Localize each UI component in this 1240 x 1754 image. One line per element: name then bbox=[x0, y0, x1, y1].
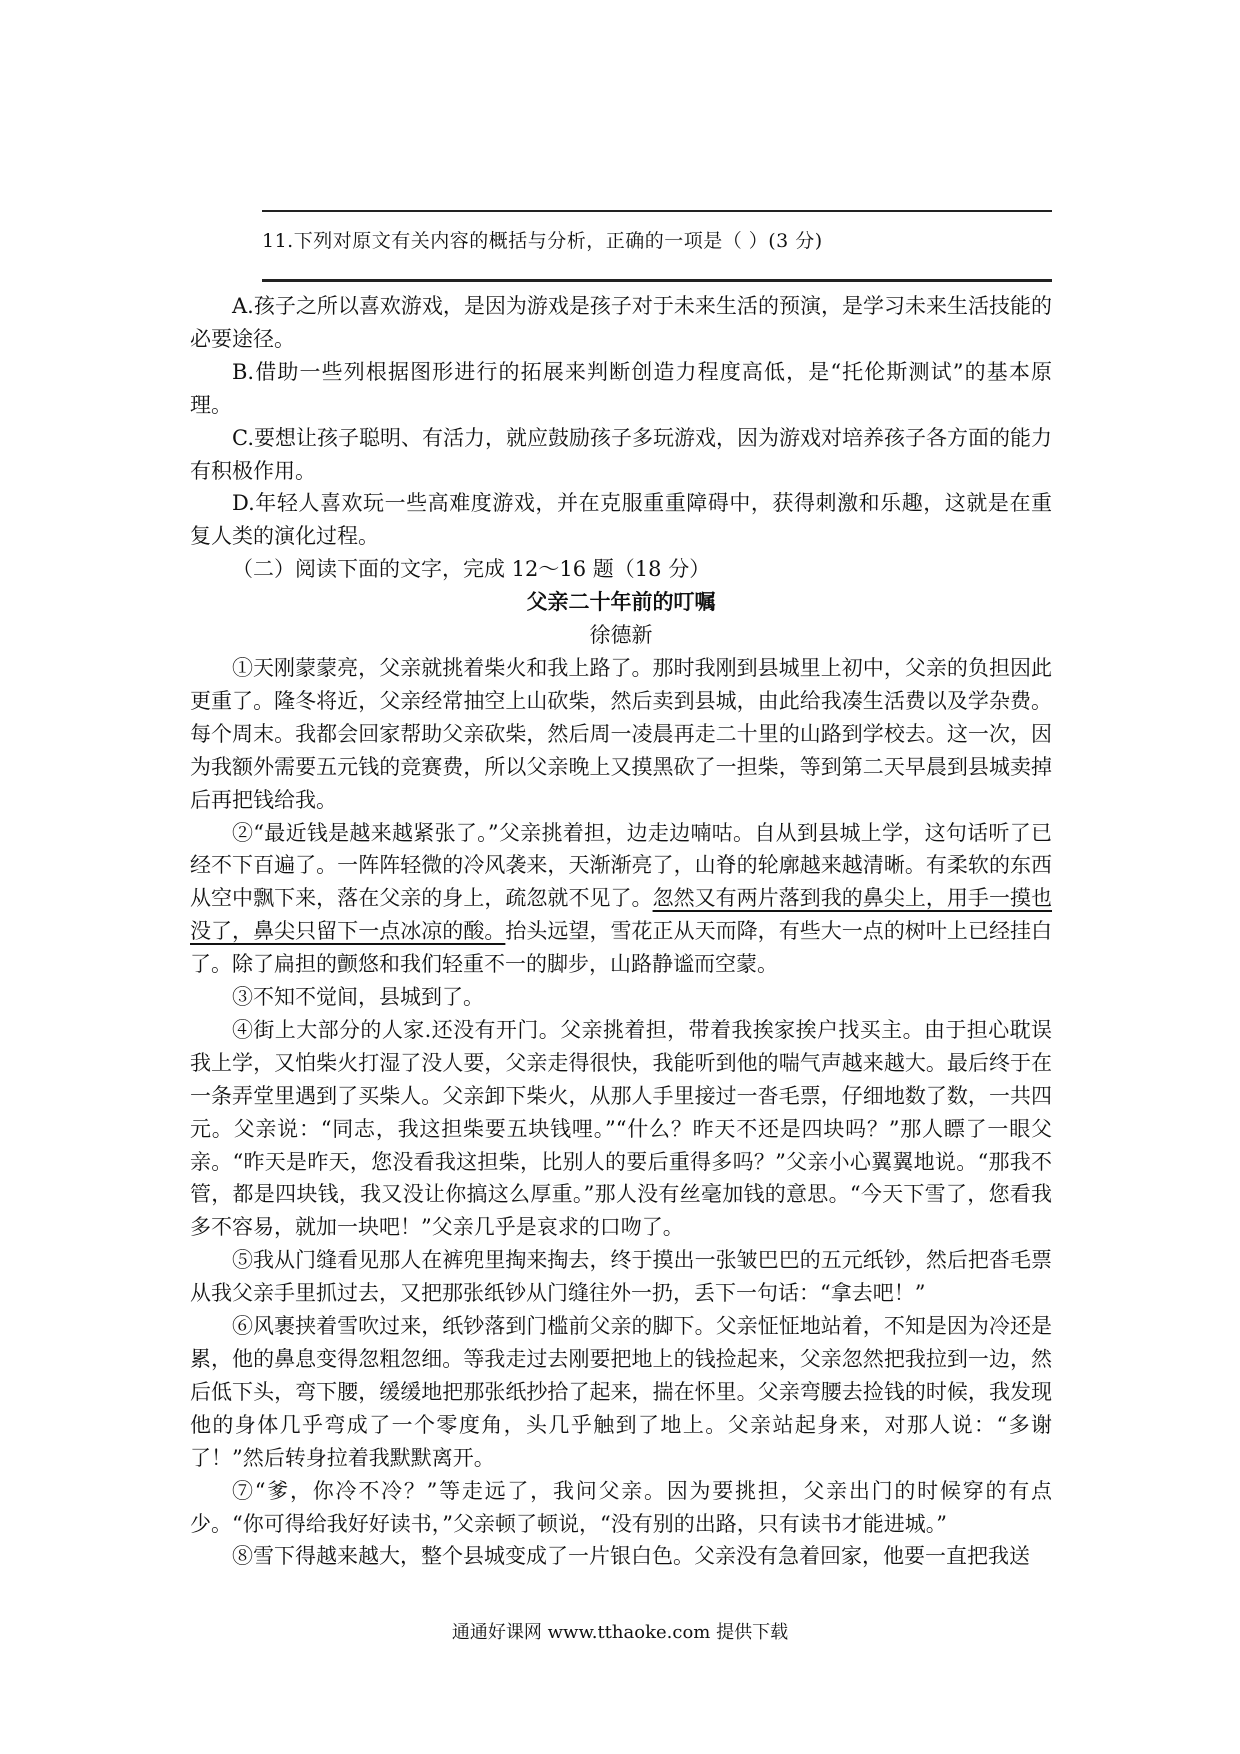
top-rule bbox=[262, 210, 1052, 212]
underlined-sentence: 忽然又有两片落到我的鼻尖上，用手一摸也没了，鼻尖只留下一点冰凉的酸。 bbox=[190, 886, 1053, 944]
main-text bbox=[190, 290, 1052, 1573]
paragraph-2-start: ②“最近钱是越来越紧张了。”父亲挑着担，边走边喃咕。自从到县城上学，这句话听了已经不下百遍了。一阵阵轻微的冷风袭来，天渐渐亮了，山脊的轮廓越来越清晰。有柔软的东西从空中飘下来，落在父亲的身上，疏忽就不见了。 bbox=[190, 820, 1052, 911]
article-author: 徐德新 bbox=[589, 623, 653, 648]
article-title: 父亲二十年前的叮嘱 bbox=[526, 590, 716, 615]
paragraph-6: ⑥风裹挟着雪吹过来，纸钞落到门槛前父亲的脚下。父亲怔怔地站着，不知是因为冷还是累，他的鼻息变得忽粗忽细。等我走过去刚要把地上的钱捡起来，父亲忽然把我拉到一边，然后低下头，弯下腰，缓缓地把那张纸抄拾了起来，揣在怀里。父亲弯腰去捡钱的时候，我发现他的身体几乎弯成了一个零度角，头几乎触到了地上。父亲站起身来，对那人说：“多谢了！”然后转身拉着我默默离开。 bbox=[190, 1314, 1052, 1470]
paragraph-1: ①天刚蒙蒙亮，父亲就挑着柴火和我上路了。那时我刚到县城里上初中，父亲的负担因此更重了。隆冬将近，父亲经常抽空上山砍柴，然后卖到县城，由此给我凑生活费以及学杂费。每个周末。我都会回家帮助父亲砍柴，然后周一凌晨再走二十里的山路到学校去。这一次，因为我额外需要五元钱的竞赛费，所以父亲晚上又摸黑砍了一担柴，等到第二天早晨到县城卖掉后再把钱给我。 bbox=[190, 655, 1052, 812]
option-a: A.孩子之所以喜欢游戏，是因为游戏是孩子对于未来生活的预演，是学习未来生活技能的必要途径。 bbox=[190, 294, 1052, 351]
option-b: B.借助一些列根据图形进行的拓展来判断创造力程度高低，是“托伦斯测试”的基本原理。 bbox=[190, 359, 1052, 417]
option-d: D.年轻人喜欢玩一些高难度游戏，并在克服重重障碍中，获得刺激和乐趣，这就是在重复人类的演化过程。 bbox=[190, 491, 1052, 549]
paragraph-2 bbox=[190, 817, 1052, 982]
paragraph-7: ⑦“爹，你冷不冷？”等走远了，我问父亲。因为要挑担，父亲出门的时候穿的有点少。“你可得给我好好读书，”父亲顿了顿说，“没有别的出路，只有读书才能进城。” bbox=[190, 1478, 1052, 1536]
option-c: C.要想让孩子聪明、有活力，就应鼓励孩子多玩游戏，因为游戏对培养孩子各方面的能力有积极作用。 bbox=[190, 425, 1052, 483]
header-separator bbox=[262, 279, 1052, 282]
paragraph-4: ④街上大部分的人家.还没有开门。父亲挑着担，带着我挨家挨户找买主。由于担心耽误我上学，又怕柴火打湿了没人要，父亲走得很快，我能听到他的喘气声越来越大。最后终于在一条弄堂里遇到了买柴人。父亲卸下柴火，从那人手里接过一沓毛票，仔细地数了数，一共四元。父亲说：“同志，我这担柴要五块钱哩。”“什么？昨天不还是四块吗？”那人瞟了一眼父亲。“昨天是昨天，您没看我这担柴，比别人的要后重得多吗？”父亲小心翼翼地说。“那我不管，都是四块钱，我又没让你搞这么厚重。”那人没有丝毫加钱的意思。“今天下雪了，您看我多不容易，就加一块吧！”父亲几乎是哀求的口吻了。 bbox=[190, 1017, 1052, 1240]
section-heading: （二）阅读下面的文字，完成 12～16 题（18 分） bbox=[232, 557, 711, 582]
paragraph-3: ③不知不觉间，县城到了。 bbox=[232, 985, 484, 1010]
page-footer: 通通好课网 www.tthaoke.com 提供下载 bbox=[451, 1622, 789, 1643]
question-11-title: 11.下列对原文有关内容的概括与分析，正确的一项是（ ）(3 分) bbox=[262, 230, 823, 252]
paragraph-5: ⑤我从门缝看见那人在裤兜里掏来掏去，终于摸出一张皱巴巴的五元纸钞，然后把沓毛票从我父亲手里抓过去，又把那张纸钞从门缝往外一扔，丢下一句话：“拿去吧！” bbox=[190, 1248, 1052, 1306]
paragraph-2-end: 抬头远望，雪花正从天而降，有些大一点的树叶上已经挂白了。除了扁担的颤悠和我们轻重不一的脚步，山路静谧而空蒙。 bbox=[190, 919, 1052, 977]
paragraph-8: ⑧雪下得越来越大，整个县城变成了一片银白色。父亲没有急着回家，他要一直把我送 bbox=[232, 1544, 1030, 1569]
